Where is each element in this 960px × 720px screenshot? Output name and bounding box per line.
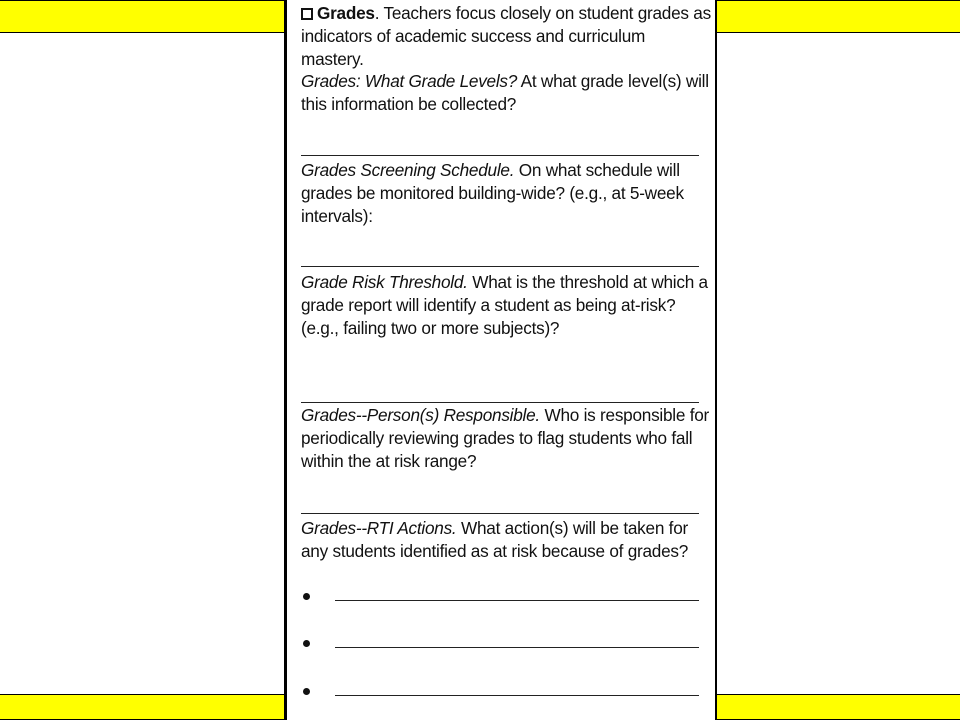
rti-action-answer-line-2[interactable] — [335, 647, 699, 648]
rti-action-answer-line-3[interactable] — [335, 695, 699, 696]
grade-levels-question — [301, 70, 711, 116]
bullet-icon — [303, 593, 310, 600]
grades-intro-text: . Teachers focus closely on student grades as indicators of academic success and curriculum mastery. — [301, 3, 711, 69]
screening-schedule-question — [301, 159, 711, 228]
grade-levels-answer-line[interactable] — [301, 155, 699, 156]
bullet-icon — [303, 688, 310, 695]
rti-action-bullet-3 — [301, 682, 701, 702]
screening-schedule-answer-line[interactable] — [301, 266, 699, 267]
grades-heading: Grades — [317, 3, 375, 23]
rti-actions-label: Grades--RTI Actions. — [301, 518, 457, 538]
rti-action-bullet-2 — [301, 634, 701, 654]
risk-threshold-answer-line[interactable] — [301, 402, 699, 403]
risk-threshold-question — [301, 271, 711, 340]
rti-action-bullet-1 — [301, 587, 701, 607]
grade-levels-label: Grades: What Grade Levels? — [301, 71, 518, 91]
grades-intro — [301, 2, 711, 71]
rti-actions-question — [301, 517, 711, 563]
person-responsible-question — [301, 404, 711, 473]
person-responsible-answer-line[interactable] — [301, 513, 699, 514]
checkbox-icon[interactable] — [301, 8, 313, 20]
grade-levels-text: At what grade level(s) will this information be collected? — [301, 71, 709, 114]
person-responsible-text: Who is responsible for periodically reviewing grades to flag students who fall within the at risk range? — [301, 405, 710, 471]
risk-threshold-text: What is the threshold at which a grade report will identify a student as being at-risk? (e.g., failing two or more subjects)? — [301, 272, 708, 338]
person-responsible-label: Grades--Person(s) Responsible. — [301, 405, 540, 425]
worksheet-page — [284, 0, 717, 720]
bullet-icon — [303, 640, 310, 647]
rti-actions-text: What action(s) will be taken for any students identified as at risk because of grades? — [301, 518, 689, 561]
screening-schedule-text: On what schedule will grades be monitored building-wide? (e.g., at 5-week intervals): — [301, 160, 684, 226]
risk-threshold-label: Grade Risk Threshold. — [301, 272, 468, 292]
rti-action-answer-line-1[interactable] — [335, 600, 699, 601]
screening-schedule-label: Grades Screening Schedule. — [301, 160, 515, 180]
